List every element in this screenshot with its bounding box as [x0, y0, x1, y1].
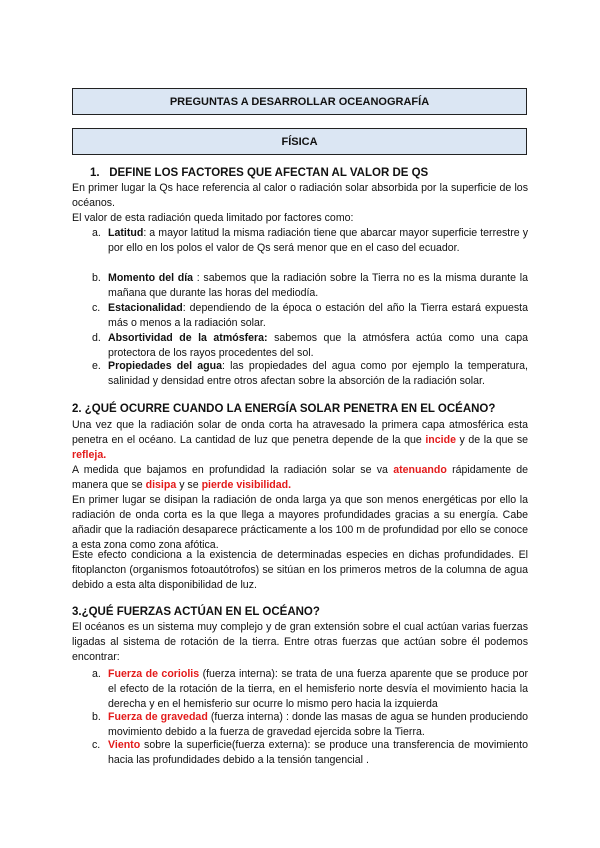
section-title: FÍSICA	[72, 128, 527, 155]
q1-item-e	[92, 359, 528, 389]
list-text: : las propiedades del agua como por ejemplo la temperatura, salinidad y densidad entre otros afectan sobre la absorción de la radiación solar.	[108, 360, 528, 387]
highlight-disipa: disipa	[145, 479, 177, 491]
list-term: Propiedades del agua	[108, 360, 223, 372]
q1-heading-text: DEFINE LOS FACTORES QUE AFECTAN AL VALOR DE QS	[109, 167, 429, 179]
list-term: Estacionalidad	[108, 302, 183, 314]
q1-item-b	[92, 271, 528, 301]
list-text: : sabemos que la radiación sobre la Tierra no es la misma durante la mañana que durante las horas del mediodía.	[108, 272, 528, 299]
list-text: : dependiendo de la época o estación del año la Tierra estará expuesta más o menos a la radiación solar.	[108, 302, 528, 329]
q2-paragraph-1	[72, 418, 528, 463]
q2-heading: 2. ¿QUÉ OCURRE CUANDO LA ENERGÍA SOLAR PENETRA EN EL OCÉANO?	[72, 403, 496, 415]
list-term: Absortividad de la atmósfera:	[108, 332, 268, 344]
list-term: Fuerza de coriolis	[108, 668, 200, 680]
list-marker: c.	[92, 739, 101, 751]
q1-number: 1.	[90, 167, 100, 179]
list-marker: e.	[92, 360, 101, 372]
q2-paragraph-4: Este efecto condiciona a la existencia de determinadas especies en dichas profundidades. El fitoplancton (organismos fotoautótrofos) se sitúan en los primeros metros de la columna de agua debido a esta alta disponibilidad de luz.	[72, 549, 528, 591]
highlight-refleja: refleja.	[72, 449, 107, 461]
list-text: : a mayor latitud la misma radiación tiene que abarcar mayor superficie terrestre y por ello en los polos el valor de Qs será menor que en el caso del ecuador.	[108, 227, 528, 254]
q3-intro: El océanos es un sistema muy complejo y de gran extensión sobre el cual actúan varias fuerzas ligadas al sistema de rotación de la tierra. Entre otras fuerzas que actúan sobre él podemos encontrar:	[72, 621, 528, 663]
list-text: (fuerza interna) : donde las masas de agua se hunden produciendo movimiento debido a la fuerza de gravedad ejercida sobre la Tierra.	[108, 711, 528, 738]
q3-item-b	[92, 710, 528, 740]
list-text: sobre la superficie(fuerza externa): se produce una transferencia de movimiento hacia las profundidades debido a la tensión tangencial .	[108, 739, 528, 766]
q1-heading	[90, 167, 428, 179]
list-term: Latitud	[108, 227, 144, 239]
list-marker: b.	[92, 711, 101, 723]
q1-item-d	[92, 331, 528, 361]
list-marker: d.	[92, 332, 101, 344]
q1-intro-2: El valor de esta radiación queda limitado por factores como:	[72, 212, 354, 224]
list-marker: a.	[92, 668, 101, 680]
q2-paragraph-2	[72, 463, 528, 493]
list-marker: b.	[92, 272, 101, 284]
text-run: y de la que se	[455, 434, 529, 446]
list-marker: c.	[92, 302, 101, 314]
q3-item-c	[92, 738, 528, 768]
list-text: sabemos que la atmósfera actúa como una capa protectora de los rayos procedentes del sol.	[108, 332, 528, 359]
page-title: PREGUNTAS A DESARROLLAR OCEANOGRAFÍA	[72, 88, 527, 115]
q3-item-a	[92, 667, 528, 712]
q1-item-a	[92, 226, 528, 256]
q1-item-c	[92, 301, 528, 331]
q3-heading: 3.¿QUÉ FUERZAS ACTÚAN EN EL OCÉANO?	[72, 606, 320, 618]
list-term: Viento	[108, 739, 141, 751]
q1-intro-1: En primer lugar la Qs hace referencia al calor o radiación solar absorbida por la superficie de los océanos.	[72, 182, 528, 209]
highlight-atenuando: atenuando	[393, 464, 447, 476]
q2-paragraph-3: En primer lugar se disipan la radiación de onda larga ya que son menos energéticas por ello la radiación de onda corta es la que llega a mayores profundidades gracias a su energía. Cabe añadir que la radiación desaparece prácticamente a los 100 m de profundidad por ello se conoce a esta zona como zona afótica.	[72, 494, 528, 551]
list-term: Momento del día	[108, 272, 194, 284]
text-run: y se	[176, 479, 202, 491]
list-text: (fuerza interna): se trata de una fuerza aparente que se produce por el efecto de la rotación de la tierra, en el hemisferio norte desvía el movimiento hacia la derecha y en el hemisferio sur ocurre lo mismo pero hacia la izquierda	[108, 668, 528, 710]
highlight-incide: incide	[425, 434, 456, 446]
text-run: rápidamente de manera que se	[72, 464, 529, 491]
list-term: Fuerza de gravedad	[108, 711, 208, 723]
list-marker: a.	[92, 227, 101, 239]
highlight-pierde-visibilidad: pierde visibilidad.	[201, 479, 292, 491]
text-run: A medida que bajamos en profundidad la radiación solar se va	[72, 464, 394, 476]
text-run: Una vez que la radiación solar de onda corta ha atravesado la primera capa atmosférica esta penetra en el océano. La cantidad de luz que penetra depende de la que	[72, 419, 528, 446]
